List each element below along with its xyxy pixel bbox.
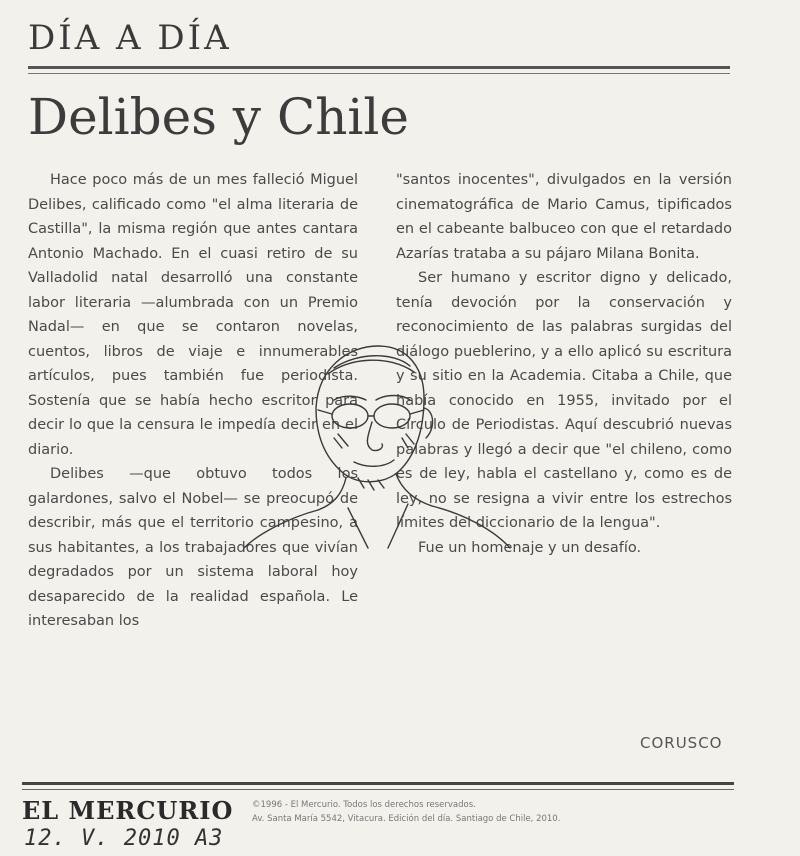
headline: Delibes y Chile — [28, 88, 409, 146]
handwritten-date-note: 12. V. 2010 A3 — [24, 826, 224, 851]
top-double-rule — [28, 66, 730, 74]
credits-line: ©1996 - El Mercurio. Todos los derechos reservados. — [252, 800, 476, 810]
author-signature: CORUSCO — [640, 734, 723, 752]
portrait-sketch — [238, 338, 516, 550]
paragraph: Hace poco más de un mes falleció Miguel Delibes, calificado como "el alma literaria de Castilla", la misma región que antes cantara Antonio Machado. En el cuasi retiro de su Valladolid natal desarrolló una constante labor literaria —alumbrada con un Premio Nadal— en que se contaron novelas, cuentos, libros de viaje e innumerables artículos, pues también fue periodista. Sostenía que se había hecho escritor para decir lo que la censura le impedía decir en el diario. — [28, 172, 358, 458]
credits-line: Av. Santa María 5542, Vitacura. Edición del día. Santiago de Chile, 2010. — [252, 814, 561, 824]
section-label: DÍA A DÍA — [28, 18, 232, 58]
paragraph: Delibes —que obtuvo todos los galardones, salvo el Nobel— se preocupó de describir, más que el territorio campesino, a sus habitantes, a los trabajadores que vivían degradados por un sistema laboral hoy desaparecido de la realidad española. Le interesaban los — [28, 466, 358, 629]
bottom-double-rule — [22, 782, 734, 790]
paragraph: Fue un homenaje y un desafío. — [418, 539, 642, 556]
paragraph: "santos inocentes", divulgados en la versión cinematográfica de Mario Camus, tipificados en el cabeante balbuceo con que el retardado Azarías trataba a su pájaro Milana Bonita. — [396, 172, 732, 262]
masthead-logo: EL MERCURIO — [22, 796, 234, 825]
credits — [252, 798, 738, 826]
paragraph: Ser humano y escritor digno y delicado, tenía devoción por la conservación y reconocimiento de las palabras surgidas del diálogo pueblerino, y a ello aplicó su escritura y su sitio en la Academia. Citaba a Chile, que había conocido en 1955, invitado por el Círculo de Periodistas. Aquí descubrió nuevas palabras y llegó a decir que "el chileno, como es de ley, habla el castellano y, como es de ley, no se resigna a vivir entre los estrechos límites del diccionario de la lengua". — [396, 270, 732, 531]
